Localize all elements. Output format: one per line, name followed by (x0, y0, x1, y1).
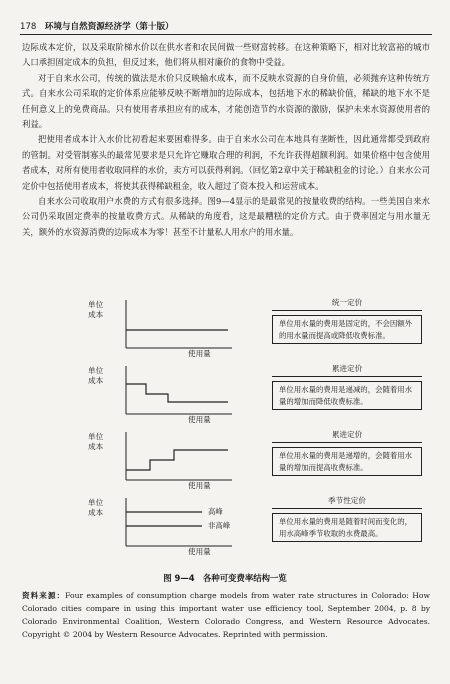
panel-caption (272, 297, 422, 344)
y-axis-label: 单位 成本 (88, 366, 104, 385)
book-title: 环境与自然资源经济学（第十版） (44, 22, 174, 32)
x-axis-label: 使用量 (188, 481, 211, 490)
panel-title: 累进定价 (272, 363, 422, 377)
rate-steps (126, 450, 228, 470)
body-text (22, 40, 430, 240)
increasing-block-graph (124, 432, 234, 488)
source-label: 资料来源： (22, 591, 66, 600)
paragraph: 自来水公司收取用户水费的方式有很多选择。图9—4显示的是最常见的按量收费的结构。一些美国自来水公司仍采取固定费率的按量收费方式。从稀缺的角度看，这是最糟糕的定价方式。由于费率固定与用水量无关，额外的水资源消费的边际成本为零！甚至不计量私人用水户的用水量。 (22, 196, 430, 237)
panel-title: 季节性定价 (272, 495, 422, 509)
figure-caption: 图 9—4 各种可变费率结构一览 (163, 573, 287, 583)
panel-description: 单位用水量的费用是随着时间而变化的，用水高峰季节收取的水费最高。 (272, 513, 422, 542)
panel-caption (272, 429, 422, 476)
paragraph: 把使用者成本计入水价比初看起来要困难得多。由于自来水公司在本地具有垄断性，因此通常都受到政府的管制。对受管制寡头的最常见要求是只允许它赚取合理的利润，不允许获得超额利润。如果价格中包含使用者成本，对所有使用者收取同样的水价，卖方可以获得利润。（回忆第2章中关于稀缺租金的讨论。）自来水公司定价中包括使用者成本，将使其获得稀缺租金，收入超过了资本投入和运营成本。 (22, 134, 430, 191)
panel-increasing-block (26, 432, 426, 492)
panel-seasonal (26, 498, 426, 558)
x-axis-label: 使用量 (188, 349, 211, 358)
panel-title: 累进定价 (272, 429, 422, 443)
panel-description: 单位用水量的费用是固定的，不会因额外的用水量而提高或降低收费标准。 (272, 315, 422, 344)
rate-steps (126, 384, 228, 402)
x-axis-label: 使用量 (188, 415, 211, 424)
rate-structure-figure (26, 300, 426, 565)
panel-title: 统一定价 (272, 297, 422, 311)
declining-block-graph (124, 366, 234, 422)
source-text: Four examples of consumption charge models from water rate structures in Colorado: How Colorado cities compare in using this important water use efficiency tool, September 2004, p. 8 by Colorado Environmental Coalition, Western Colorado Congress, and Western Resource Advocates. Copyright © 2004 by Western Resource Advocates. Reprinted with permission. (22, 591, 430, 639)
panel-declining-block (26, 366, 426, 426)
offpeak-label: 非高峰 (208, 521, 231, 530)
y-axis-label: 单位 成本 (88, 498, 104, 517)
figure-source (22, 589, 430, 641)
paragraph: 对于自来水公司，传统的做法是水价只反映输水成本，而不反映水资源的自身价值，必须抛弃这种传统方式。自来水公司采取的定价体系应能够反映不断增加的边际成本，包括地下水的稀缺价值，稀缺的地下水不是任何意义上的免费商品。只有使用者承担应有的成本，才能创造节约水资源的激励，保护未来水资源使用者的利益。 (22, 72, 430, 130)
panel-description: 单位用水量的费用是递增的，会随着用水量的增加而提高收费标准。 (272, 447, 422, 476)
panel-description: 单位用水量的费用是递减的，会随着用水量的增加而降低收费标准。 (272, 381, 422, 410)
panel-caption (272, 363, 422, 410)
y-axis-label: 单位 成本 (88, 300, 104, 319)
y-axis-label: 单位 成本 (88, 432, 104, 451)
x-axis-label: 使用量 (188, 547, 211, 556)
flat-rate-graph (124, 300, 234, 356)
running-header (20, 20, 432, 35)
panel-caption (272, 495, 422, 542)
peak-label: 高峰 (208, 507, 223, 516)
paragraph: 边际成本定价，以及采取阶梯水价以在供水者和农民间做一些财富转移。在这种策略下，相对比较富裕的城市人口承担固定成本的负担，但反过来，他们将从相对廉价的食物中受益。 (22, 42, 430, 68)
page-number: 178 (20, 22, 37, 32)
panel-flat-rate (26, 300, 426, 360)
